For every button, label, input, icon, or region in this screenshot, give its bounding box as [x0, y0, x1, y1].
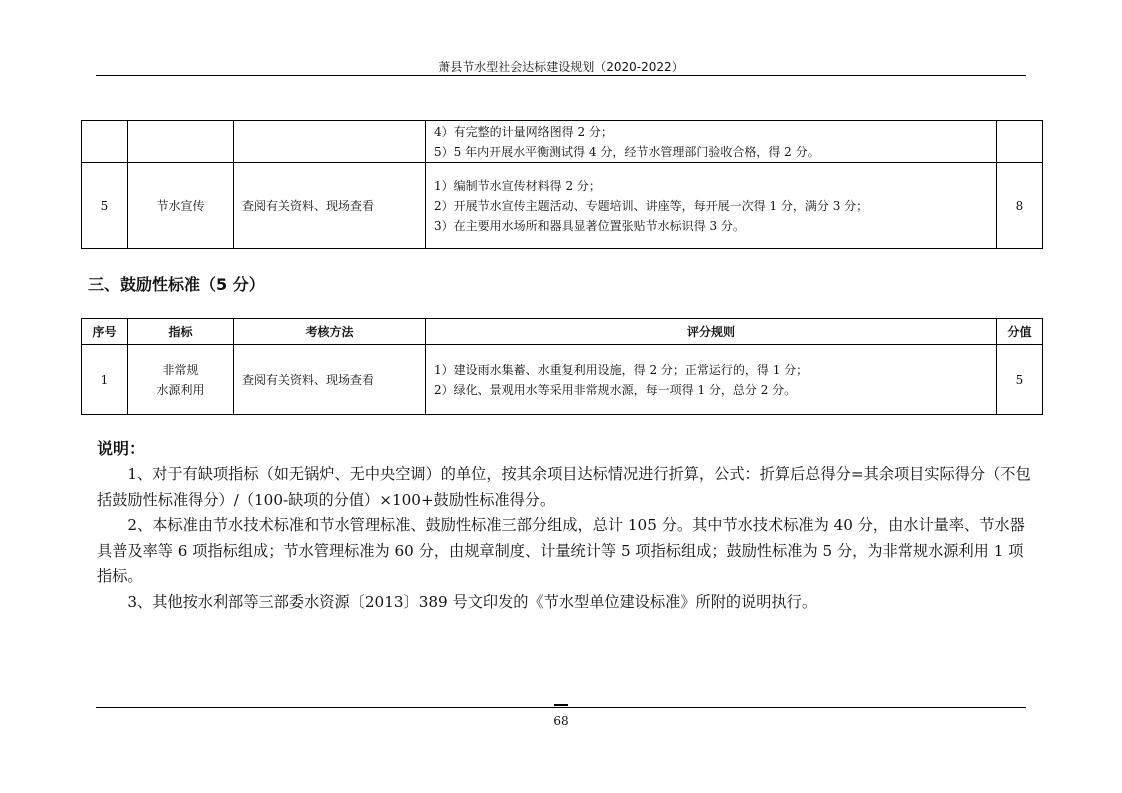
rules-cell	[426, 163, 997, 249]
table-row	[82, 345, 1043, 415]
column-header-rules: 评分规则	[426, 319, 997, 345]
footer-mark	[554, 704, 568, 706]
indicator-line: 非常规	[162, 362, 199, 377]
column-header-indicator: 指标	[128, 319, 234, 345]
running-header-title: 萧县节水型社会达标建设规划（2020-2022）	[438, 60, 684, 74]
rule-line: 5）5 年内开展水平衡测试得 4 分，经节水管理部门验收合格，得 2 分。	[434, 144, 820, 159]
indicator-line: 水源利用	[156, 382, 205, 397]
rule-line: 2）开展节水宣传主题活动、专题培训、讲座等，每开展一次得 1 分，满分 3 分；	[434, 198, 869, 213]
note-paragraph: 1、对于有缺项指标（如无锅炉、无中央空调）的单位，按其余项目达标情况进行折算，公式：折算后总得分=其余项目实际得分（不包括鼓励性标准得分）/（100-缺项的分值）×100+鼓励性标准得分。	[97, 465, 1031, 509]
score-cell: 8	[997, 163, 1043, 249]
note-paragraph: 2、本标准由节水技术标准和节水管理标准、鼓励性标准三部分组成，总计 105 分。其中节水技术标准为 40 分，由水计量率、节水器具普及率等 6 项指标组成；节水管理标准为 60 分，由规章制度、计量统计等 5 项指标组成；鼓励性标准为 5 分，为非常规水源利用 1 项指标。	[97, 516, 1025, 585]
score-cell: 5	[997, 345, 1043, 415]
rule-line: 1）建设雨水集蓄、水重复利用设施，得 2 分；正常运行的，得 1 分；	[434, 362, 809, 377]
incentive-standard-table	[81, 318, 1043, 415]
method-cell: 查阅有关资料、现场查看	[234, 345, 426, 415]
column-header-no: 序号	[82, 319, 128, 345]
column-header-method: 考核方法	[234, 319, 426, 345]
notes-heading: 说明：	[97, 439, 146, 458]
notes-body	[97, 462, 1032, 615]
table-header-row	[82, 319, 1043, 345]
rule-line: 3）在主要用水场所和器具显著位置张贴节水标识得 3 分。	[434, 218, 745, 233]
header-rule	[96, 75, 1026, 76]
row-number-cell	[82, 121, 128, 163]
indicator-cell: 节水宣传	[128, 163, 234, 249]
water-saving-management-table-continued	[81, 120, 1043, 249]
row-number-cell: 1	[82, 345, 128, 415]
rules-cell	[426, 345, 997, 415]
rule-line: 1）编制节水宣传材料得 2 分；	[434, 178, 601, 193]
rules-cell	[426, 121, 997, 163]
method-cell: 查阅有关资料、现场查看	[234, 163, 426, 249]
section-heading: 三、鼓励性标准（5 分）	[88, 275, 265, 294]
footer-rule	[96, 707, 1026, 708]
score-cell	[997, 121, 1043, 163]
table-row	[82, 121, 1043, 163]
table-row	[82, 163, 1043, 249]
note-paragraph: 3、其他按水利部等三部委水资源〔2013〕389 号文印发的《节水型单位建设标准》所附的说明执行。	[127, 592, 818, 611]
method-cell	[234, 121, 426, 163]
column-header-score: 分值	[997, 319, 1043, 345]
indicator-cell	[128, 345, 234, 415]
rule-line: 2）绿化、景观用水等采用非常规水源，每一项得 1 分，总分 2 分。	[434, 382, 797, 397]
rule-line: 4）有完整的计量网络图得 2 分；	[434, 124, 613, 139]
indicator-cell	[128, 121, 234, 163]
page-number: 68	[553, 714, 569, 728]
row-number-cell: 5	[82, 163, 128, 249]
